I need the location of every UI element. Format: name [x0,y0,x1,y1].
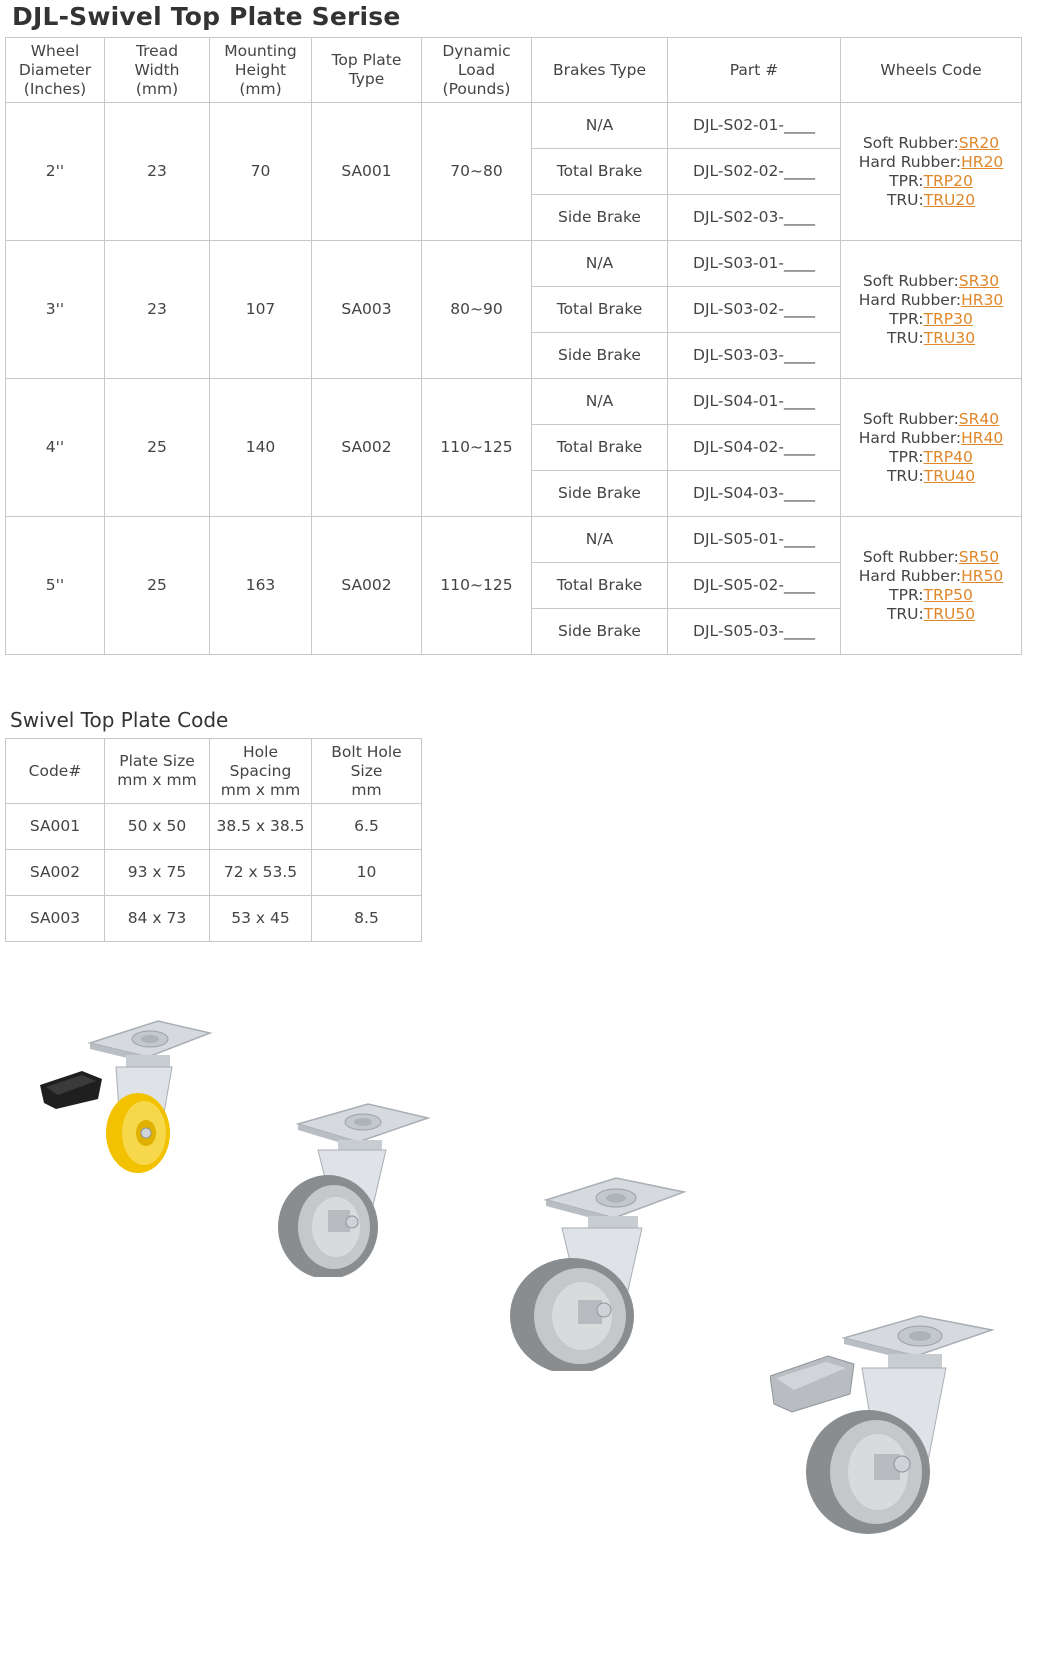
header-text: Bolt Hole Size [331,742,402,780]
column-header [312,739,422,804]
wheel-material-label: Soft Rubber: [862,271,959,290]
wheel-code-link[interactable]: HR20 [961,152,1004,171]
header-text: Part # [729,60,779,79]
wheel-code-link[interactable]: TRP30 [923,309,973,328]
header-text: Brakes Type [552,60,647,79]
part-number-cell: DJL-S02-03-____ [668,195,841,241]
header-text: Top Plate [331,51,402,69]
wheel-code-link[interactable]: TRP40 [923,447,973,466]
column-header [210,38,312,103]
part-number-cell: DJL-S05-02-____ [668,563,841,609]
wheel-code-link[interactable]: HR50 [961,566,1004,585]
bolt-hole-size-cell: 10 [312,850,422,896]
header-text: Load [457,60,496,79]
header-row [6,38,1022,103]
wheel-diameter-cell: 4'' [6,379,105,517]
wheel-code-line [843,272,1019,291]
wheel-code-line [843,134,1019,153]
wheel-code-link[interactable]: TRP50 [923,585,973,604]
plate-size-cell: 84 x 73 [105,896,210,942]
table-row [6,896,422,942]
column-header [532,38,668,103]
table-row [6,379,1022,425]
wheel-code-line [843,448,1019,467]
plate-code-table [5,738,422,942]
bolt-hole-size-cell: 6.5 [312,804,422,850]
dynamic-load-cell: 110~125 [422,379,532,517]
header-text: Width [134,60,180,79]
mounting-height-cell: 107 [210,241,312,379]
column-header [422,38,532,103]
header-text: Type [348,70,385,88]
caster-gray-4in-icon [506,1176,706,1371]
wheels-code-cell [841,241,1022,379]
brake-type-cell: Total Brake [532,149,668,195]
wheel-code-line [843,467,1019,486]
plate-size-cell: 50 x 50 [105,804,210,850]
part-number-cell: DJL-S05-01-____ [668,517,841,563]
wheel-material-label: TPR: [889,309,924,328]
wheel-diameter-cell: 5'' [6,517,105,655]
spec-table [5,37,1022,655]
wheel-code-link[interactable]: SR20 [958,133,1000,152]
header-text: Wheels Code [880,60,982,79]
column-header [210,739,312,804]
part-number-cell: DJL-S04-03-____ [668,471,841,517]
spec-table-header [6,38,1022,103]
wheel-material-label: Hard Rubber: [858,428,962,447]
tread-width-cell: 23 [105,103,210,241]
header-text: Spacing [229,761,292,780]
part-number-cell: DJL-S02-01-____ [668,103,841,149]
brake-type-cell: N/A [532,241,668,287]
wheel-code-link[interactable]: HR40 [961,428,1004,447]
mounting-height-cell: 163 [210,517,312,655]
caster-yellow-total-brake-icon [38,1015,218,1175]
bolt-hole-size-cell: 8.5 [312,896,422,942]
dynamic-load-cell: 70~80 [422,103,532,241]
plate-table-header [6,739,422,804]
wheel-material-label: Soft Rubber: [862,547,959,566]
wheel-code-link[interactable]: SR50 [958,547,1000,566]
wheel-material-label: Hard Rubber: [858,152,962,171]
part-number-cell: DJL-S03-03-____ [668,333,841,379]
plate-table-body [6,804,422,942]
column-header [105,739,210,804]
top-plate-type-cell: SA002 [312,379,422,517]
column-header [6,38,105,103]
top-plate-type-cell: SA003 [312,241,422,379]
wheel-diameter-cell: 2'' [6,103,105,241]
wheel-code-line [843,191,1019,210]
header-text: mm [351,780,382,799]
header-text: mm x mm [220,780,301,799]
tread-width-cell: 25 [105,517,210,655]
column-header [841,38,1022,103]
top-plate-type-cell: SA002 [312,517,422,655]
wheel-code-link[interactable]: TRU20 [923,190,976,209]
wheel-material-label: Soft Rubber: [862,409,959,428]
header-text: (mm) [135,79,179,98]
caster-gray-5in-brake-icon [770,1312,1010,1537]
part-number-cell: DJL-S03-02-____ [668,287,841,333]
wheel-material-label: Hard Rubber: [858,566,962,585]
wheel-code-line [843,310,1019,329]
wheel-code-link[interactable]: TRU30 [923,328,976,347]
wheel-material-label: Hard Rubber: [858,290,962,309]
wheel-code-link[interactable]: TRP20 [923,171,973,190]
brake-type-cell: Side Brake [532,471,668,517]
wheel-material-label: TPR: [889,171,924,190]
wheel-code-link[interactable]: SR40 [958,409,1000,428]
mounting-height-cell: 70 [210,103,312,241]
header-text: mm x mm [117,771,197,789]
wheel-code-line [843,329,1019,348]
wheel-code-link[interactable]: SR30 [958,271,1000,290]
brake-type-cell: N/A [532,517,668,563]
dynamic-load-cell: 80~90 [422,241,532,379]
wheel-code-line [843,605,1019,624]
spec-table-body [6,103,1022,655]
wheels-code-cell [841,517,1022,655]
brake-type-cell: Total Brake [532,425,668,471]
wheels-code-cell [841,379,1022,517]
table-row [6,241,1022,287]
wheel-code-line [843,172,1019,191]
table-row [6,850,422,896]
dynamic-load-cell: 110~125 [422,517,532,655]
wheel-material-label: TRU: [886,190,924,209]
brake-type-cell: N/A [532,379,668,425]
header-text: Tread [135,41,179,60]
brake-type-cell: Side Brake [532,195,668,241]
header-row [6,739,422,804]
part-number-cell: DJL-S05-03-____ [668,609,841,655]
wheel-material-label: TRU: [886,328,924,347]
plate-code-cell: SA001 [6,804,105,850]
wheel-code-line [843,548,1019,567]
wheel-material-label: Soft Rubber: [862,133,959,152]
header-text: (Inches) [23,79,87,98]
tread-width-cell: 25 [105,379,210,517]
header-text: Diameter [18,60,92,79]
wheel-code-link[interactable]: TRU40 [923,466,976,485]
wheel-code-line [843,291,1019,310]
wheel-material-label: TRU: [886,466,924,485]
table-row [6,517,1022,563]
part-number-cell: DJL-S02-02-____ [668,149,841,195]
column-header [6,739,105,804]
wheel-code-line [843,586,1019,605]
plate-code-cell: SA002 [6,850,105,896]
header-text: Height [234,60,287,79]
header-text: Code# [28,761,82,780]
wheels-code-cell [841,103,1022,241]
mounting-height-cell: 140 [210,379,312,517]
wheel-diameter-cell: 3'' [6,241,105,379]
part-number-cell: DJL-S04-01-____ [668,379,841,425]
brake-type-cell: N/A [532,103,668,149]
hole-spacing-cell: 38.5 x 38.5 [210,804,312,850]
header-text: Plate Size [119,752,195,770]
caster-gray-3in-icon [268,1102,448,1277]
hole-spacing-cell: 53 x 45 [210,896,312,942]
table-row [6,804,422,850]
wheel-material-label: TPR: [889,447,924,466]
header-text: Dynamic [442,41,511,60]
tread-width-cell: 23 [105,241,210,379]
plate-code-cell: SA003 [6,896,105,942]
hole-spacing-cell: 72 x 53.5 [210,850,312,896]
plate-size-cell: 93 x 75 [105,850,210,896]
top-plate-type-cell: SA001 [312,103,422,241]
brake-type-cell: Side Brake [532,609,668,655]
column-header [668,38,841,103]
header-text: Wheel [30,41,80,60]
column-header [312,38,422,103]
part-number-cell: DJL-S03-01-____ [668,241,841,287]
wheel-material-label: TRU: [886,604,924,623]
header-text: (mm) [239,79,282,98]
wheel-code-line [843,153,1019,172]
wheel-code-link[interactable]: HR30 [961,290,1004,309]
wheel-code-line [843,567,1019,586]
wheel-code-line [843,410,1019,429]
wheel-material-label: TPR: [889,585,924,604]
header-text: Mounting [224,41,297,60]
wheel-code-line [843,429,1019,448]
column-header [105,38,210,103]
wheel-code-link[interactable]: TRU50 [923,604,976,623]
brake-type-cell: Side Brake [532,333,668,379]
plate-section-title: Swivel Top Plate Code [10,708,229,732]
table-row [6,103,1022,149]
brake-type-cell: Total Brake [532,563,668,609]
part-number-cell: DJL-S04-02-____ [668,425,841,471]
brake-type-cell: Total Brake [532,287,668,333]
header-text: Hole [243,742,278,761]
header-text: (Pounds) [442,79,511,98]
page-title: DJL-Swivel Top Plate Serise [12,2,401,31]
